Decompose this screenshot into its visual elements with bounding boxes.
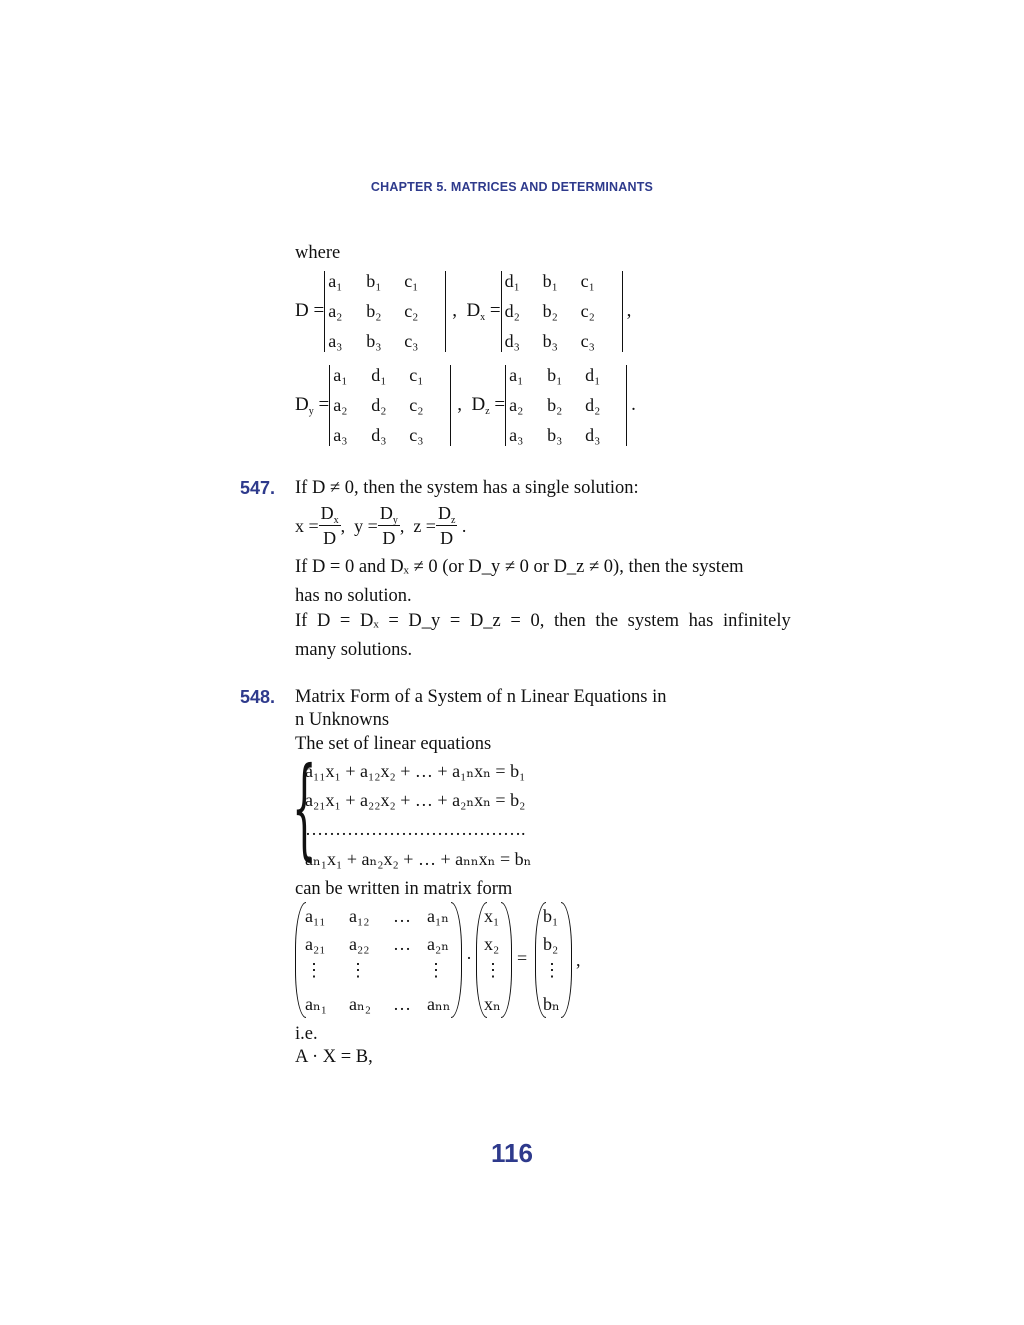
- matrix-A-cell: …: [393, 994, 411, 1014]
- item-547-number: 547.: [240, 478, 276, 498]
- equation-1: a₁₁x₁ + a₁₂x₂ + … + a₁ₙxₙ = b₁: [305, 761, 526, 781]
- det-dz-cell: d₃: [585, 424, 601, 445]
- matrix-X-cell: ⋮: [484, 960, 502, 980]
- equation-dots: ……………………………….: [305, 819, 526, 839]
- item-547-line-1: If D ≠ 0, then the system has a single solution:: [295, 478, 639, 498]
- det-dz-cell: b₂: [547, 394, 563, 415]
- det-dx-cell: b₂: [542, 300, 558, 321]
- system-brace: {: [292, 743, 317, 871]
- matrix-A-cell: ⋮: [349, 960, 367, 980]
- matrix-equation: [295, 900, 595, 1020]
- det-d-cell: b₃: [366, 330, 382, 351]
- final-equation: A · X = B,: [295, 1047, 373, 1067]
- det-d-cell: b₁: [366, 270, 382, 291]
- where-label: where: [295, 243, 341, 263]
- item-548-number: 548.: [240, 687, 276, 707]
- det-dz-cell: b₃: [547, 424, 563, 445]
- matrix-A-cell: aₙₙ: [427, 994, 451, 1014]
- det-dx-cell: d₃: [504, 330, 520, 351]
- det-dy-cell: a₁: [333, 364, 348, 385]
- det-dy-cell: a₃: [333, 424, 348, 445]
- item-548-title-1: Matrix Form of a System of n Linear Equations in: [295, 687, 667, 707]
- comma: ,: [576, 950, 581, 970]
- matrix-A-cell: a₂ₙ: [427, 934, 450, 954]
- matrix-A-cell: aₙ₁: [305, 994, 328, 1014]
- det-dy-cell: c₂: [409, 394, 424, 415]
- fraction-z: $\frac{D_z}{D}$: [437, 503, 456, 548]
- matrix-A-cell: …: [393, 934, 411, 954]
- fraction-x: $\frac{D_x}{D}$: [320, 503, 339, 548]
- period: .: [631, 394, 636, 415]
- matrix-A-cell: …: [393, 906, 411, 926]
- det-dy-cell: d₂: [371, 394, 387, 415]
- matrix-B-cell: b₂: [543, 934, 559, 954]
- det-dy-cell: a₂: [333, 394, 348, 415]
- matrix-A-cell: ⋮: [427, 960, 445, 980]
- item-548-intro: The set of linear equations: [295, 734, 492, 754]
- cramer-formulas: x = $\frac{D_x}{D}$ , y = $\frac{D_y}{D}$ , z = $\frac{D_z}{D}$ .: [295, 503, 467, 548]
- matrix-form-intro: can be written in matrix form: [295, 879, 513, 899]
- det-dy-cell: c₃: [409, 424, 424, 445]
- det-Dy-label: $D_y$ =: [295, 394, 330, 417]
- det-dz-cell: a₃: [509, 424, 524, 445]
- det-dx-cell: c₃: [580, 330, 595, 351]
- det-d-cell: a₁: [328, 270, 343, 291]
- det-dz-cell: d₂: [585, 394, 601, 415]
- det-dx-cell: c₁: [580, 270, 595, 291]
- det-Dx-label: , $D_x$ =: [452, 300, 501, 323]
- item-547-line-4: has no solution.: [295, 586, 412, 606]
- det-dx-cell: d₂: [504, 300, 520, 321]
- matrix-X-cell: xₙ: [484, 994, 501, 1014]
- det-dz-cell: b₁: [547, 364, 563, 385]
- matrix-A-cell: ⋮: [305, 960, 323, 980]
- dot-operator: ·: [466, 948, 472, 968]
- equation-2: a₂₁x₁ + a₂₂x₂ + … + a₂ₙxₙ = b₂: [305, 790, 526, 810]
- fraction-y: $\frac{D_y}{D}$: [379, 503, 398, 548]
- matrix-X-cell: x₂: [484, 934, 500, 954]
- det-dx-cell: d₁: [504, 270, 520, 291]
- det-dx-cell: c₂: [580, 300, 595, 321]
- det-row-2: [295, 362, 636, 448]
- det-dz-cell: a₁: [509, 364, 524, 385]
- matrix-X-right-paren: [501, 902, 512, 1018]
- page-number: 116: [491, 1138, 533, 1168]
- item-548-title-2: n Unknowns: [295, 710, 390, 730]
- det-Dz-label: , $D_z$ =: [457, 394, 506, 417]
- det-d-cell: c₂: [404, 300, 419, 321]
- item-547-line-5: If D = Dₓ = D_y = D_z = 0, then the system has infinitely: [295, 611, 791, 631]
- det-row-1: [295, 268, 631, 354]
- comma: ,: [626, 300, 632, 321]
- matrix-A-cell: a₂₂: [349, 934, 370, 954]
- matrix-A-cell: a₁₁: [305, 906, 326, 926]
- det-D: [324, 271, 446, 352]
- det-dx-cell: b₁: [542, 270, 558, 291]
- det-d-cell: c₁: [404, 270, 419, 291]
- det-dy-cell: d₃: [371, 424, 387, 445]
- det-D-label: D =: [295, 300, 325, 321]
- matrix-A-cell: aₙ₂: [349, 994, 372, 1014]
- det-dx-cell: b₃: [542, 330, 558, 351]
- matrix-B-cell: b₁: [543, 906, 559, 926]
- equation-n: aₙ₁x₁ + aₙ₂x₂ + … + aₙₙxₙ = bₙ: [305, 849, 532, 869]
- det-dy-cell: d₁: [371, 364, 387, 385]
- matrix-A-cell: a₁₂: [349, 906, 370, 926]
- matrix-A-cell: a₂₁: [305, 934, 326, 954]
- matrix-X-cell: x₁: [484, 906, 500, 926]
- det-d-cell: a₂: [328, 300, 343, 321]
- det-dy-cell: c₁: [409, 364, 424, 385]
- ie-label: i.e.: [295, 1024, 318, 1044]
- det-Dy: [329, 365, 451, 446]
- det-d-cell: a₃: [328, 330, 343, 351]
- running-header: CHAPTER 5. MATRICES AND DETERMINANTS: [370, 180, 654, 194]
- det-Dz: [505, 365, 627, 446]
- item-547-line-6: many solutions.: [295, 640, 413, 660]
- det-Dx: [501, 271, 623, 352]
- det-d-cell: c₃: [404, 330, 419, 351]
- equals-sign: =: [517, 948, 528, 968]
- det-d-cell: b₂: [366, 300, 382, 321]
- det-dz-cell: d₁: [585, 364, 601, 385]
- matrix-A-cell: a₁ₙ: [427, 906, 450, 926]
- matrix-B-right-paren: [561, 902, 572, 1018]
- matrix-B-cell: bₙ: [543, 994, 560, 1014]
- matrix-A-right-paren: [451, 902, 462, 1018]
- item-547-line-3: If D = 0 and Dₓ ≠ 0 (or D_y ≠ 0 or D_z ≠ 0), then the system: [295, 557, 744, 577]
- det-dz-cell: a₂: [509, 394, 524, 415]
- matrix-B-cell: ⋮: [543, 960, 561, 980]
